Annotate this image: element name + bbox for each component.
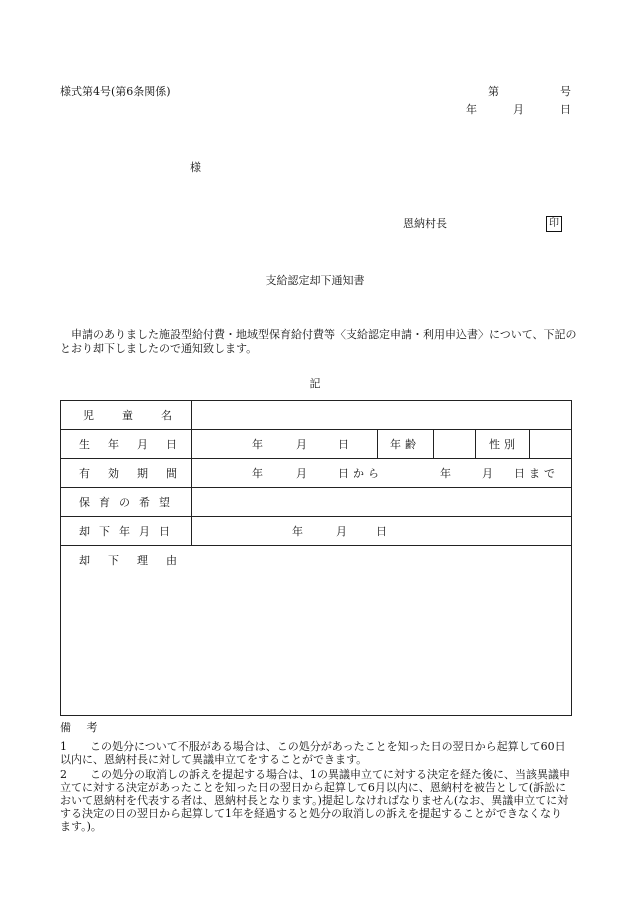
birth-month-unit: 月 xyxy=(296,437,307,451)
valid-to-year-unit: 年 xyxy=(440,466,451,480)
valid-period-field[interactable] xyxy=(191,458,571,487)
document-title: 支給認定却下通知書 xyxy=(265,274,365,287)
note-item-1 xyxy=(60,740,572,766)
reject-day-unit: 日 xyxy=(376,524,387,538)
valid-from-year-unit: 年 xyxy=(252,466,263,480)
gender-field[interactable] xyxy=(529,429,571,458)
row-reject-date xyxy=(61,516,571,546)
valid-to-month-unit: 月 xyxy=(482,466,493,480)
addressee-suffix: 様 xyxy=(190,161,201,174)
birth-label: 生年月日 xyxy=(79,437,195,451)
note-item-2 xyxy=(60,768,572,833)
preference-field[interactable] xyxy=(191,487,571,516)
form-number: 様式第4号(第6条関係) xyxy=(60,85,171,98)
sender-title: 恩納村長 xyxy=(403,217,447,230)
child-name-label-text: 児童名 xyxy=(83,409,200,422)
issue-date-month: 月 xyxy=(513,103,524,116)
note-text: この処分の取消しの訴えを提起する場合は、1の異議申立てに対する決定を経た後に、当該異議申立てに対する決定があったことを知った日の翌日から起算して6月以内に、恩納村を被告として(訴訟において恩納村を代表する者は、恩納村長となります。)提起しなければなりません(なお、異議申立てに対する決定の日の翌日から起算して1年を経過すると処分の取消しの訴えを提起することができなくなります。)。 xyxy=(60,768,570,833)
info-table xyxy=(60,400,572,716)
age-field[interactable] xyxy=(433,429,475,458)
ki-marker: 記 xyxy=(309,377,321,390)
reject-date-label: 却下年月日 xyxy=(79,524,179,538)
preference-label: 保育の希望 xyxy=(79,495,179,509)
reject-date-field[interactable] xyxy=(191,516,571,545)
row-birth-date xyxy=(61,429,571,459)
reason-label: 却下理由 xyxy=(79,554,195,567)
child-name-field[interactable] xyxy=(191,401,571,429)
issue-date-day: 日 xyxy=(560,103,571,116)
birth-year-unit: 年 xyxy=(252,437,263,451)
reject-month-unit: 月 xyxy=(336,524,347,538)
issue-date-year: 年 xyxy=(466,103,477,116)
valid-from-day-unit: 日から xyxy=(338,466,383,480)
note-number: 2 xyxy=(60,768,67,781)
notes-heading: 備 考 xyxy=(60,721,104,734)
seal-mark: 印 xyxy=(546,216,562,232)
child-name-label xyxy=(83,407,200,423)
row-preference xyxy=(61,487,571,517)
note-number: 1 xyxy=(60,740,67,753)
birth-date-field[interactable] xyxy=(191,429,377,458)
gender-label: 性別 xyxy=(489,437,519,451)
birth-day-unit: 日 xyxy=(338,437,349,451)
note-text: この処分について不服がある場合は、この処分があったことを知った日の翌日から起算して60日以内に、恩納村長に対して異議申立てをすることができます。 xyxy=(60,740,566,766)
reject-year-unit: 年 xyxy=(292,524,303,538)
doc-number-go: 号 xyxy=(560,85,571,98)
age-label: 年齢 xyxy=(390,437,420,451)
document-body: 申請のありました施設型給付費・地域型保育給付費等〈支給認定申請・利用申込書〉について、下記のとおり却下しましたので通知致します。 xyxy=(60,328,577,355)
valid-to-day-unit: 日まで xyxy=(514,466,559,480)
valid-from-month-unit: 月 xyxy=(296,466,307,480)
row-valid-period xyxy=(61,458,571,488)
reason-field[interactable] xyxy=(191,545,571,715)
row-reject-reason xyxy=(61,545,571,715)
valid-label: 有効期間 xyxy=(79,466,195,480)
row-child-name xyxy=(61,401,571,430)
doc-number-dai: 第 xyxy=(488,85,499,98)
